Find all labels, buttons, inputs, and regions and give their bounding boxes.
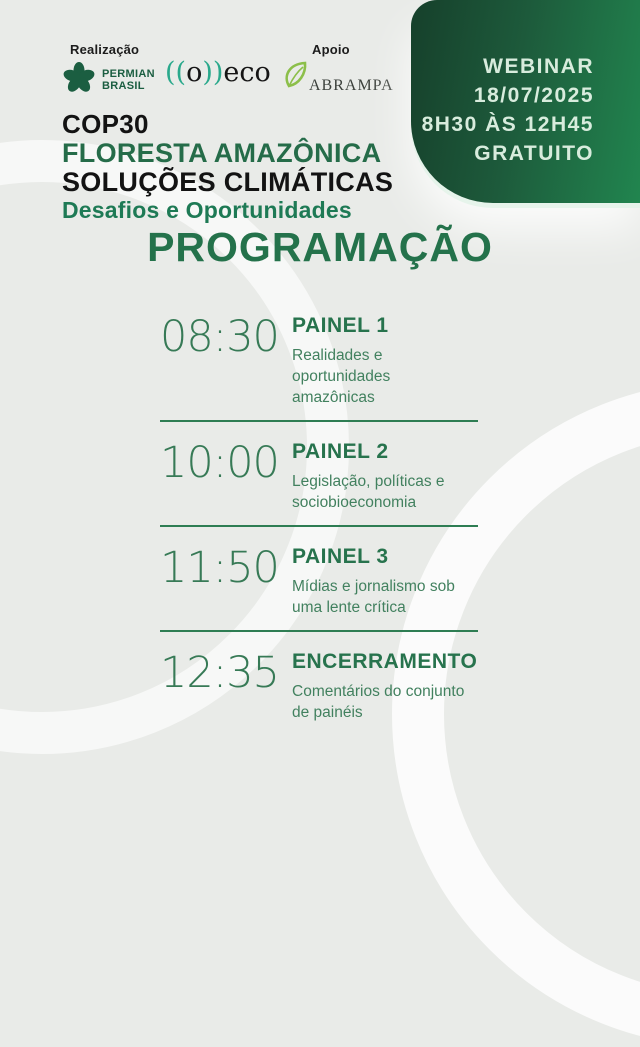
permian-logo-text: PERMIAN BRASIL: [102, 67, 155, 92]
oeco-o: o: [186, 57, 203, 88]
schedule-panel-title: PAINEL 1: [292, 314, 389, 337]
schedule-item-painel-1: [160, 296, 478, 422]
programacao-title: PROGRAMAÇÃO: [147, 224, 493, 270]
schedule-panel-description: Mídias e jornalismo sob uma lente crítica: [292, 578, 455, 616]
schedule-panel-description: Realidades e oportunidades amazônicas: [292, 347, 391, 406]
badge-webinar: WEBINAR: [483, 55, 594, 78]
abrampa-logo-text: ABRAMPA: [309, 77, 394, 94]
headline-floresta: FLORESTA AMAZÔNICA: [62, 137, 382, 168]
schedule-time: 11:50: [160, 543, 279, 593]
headline-cop30: COP30: [62, 109, 149, 139]
event-headline: [62, 110, 393, 223]
oeco-open-parens: ((: [165, 57, 187, 88]
schedule-time: 08:30: [160, 312, 279, 362]
schedule-panel-title: PAINEL 3: [292, 545, 389, 568]
oeco-close-parens: )): [202, 57, 224, 88]
schedule-time: 10:00: [160, 438, 279, 488]
schedule-item-painel-2: [160, 422, 478, 527]
abrampa-logo: [281, 60, 394, 95]
event-info-badge: [411, 0, 640, 203]
permian-flower-icon: [63, 62, 95, 99]
schedule-panel-title: ENCERRAMENTO: [292, 650, 478, 673]
badge-time: 8H30 ÀS 12H45: [421, 113, 594, 136]
apoio-label: Apoio: [312, 42, 350, 57]
oeco-logo: [165, 57, 271, 88]
schedule-list: [160, 296, 478, 735]
schedule-item-encerramento: [160, 632, 478, 735]
badge-price: GRATUITO: [474, 142, 594, 165]
schedule-item-painel-3: [160, 527, 478, 632]
realizacao-label: Realização: [70, 42, 140, 57]
headline-subtitle: Desafios e Oportunidades: [62, 196, 352, 223]
oeco-text: eco: [223, 57, 271, 88]
badge-date: 18/07/2025: [473, 84, 594, 107]
schedule-panel-description: Comentários do conjunto de painéis: [292, 683, 465, 721]
schedule-panel-description: Legislação, políticas e sociobioeconomia: [292, 473, 445, 511]
schedule-panel-title: PAINEL 2: [292, 440, 389, 463]
schedule-time: 12:35: [160, 648, 279, 698]
headline-solucoes: SOLUÇÕES CLIMÁTICAS: [62, 167, 394, 198]
permian-brasil-logo: [63, 62, 155, 99]
